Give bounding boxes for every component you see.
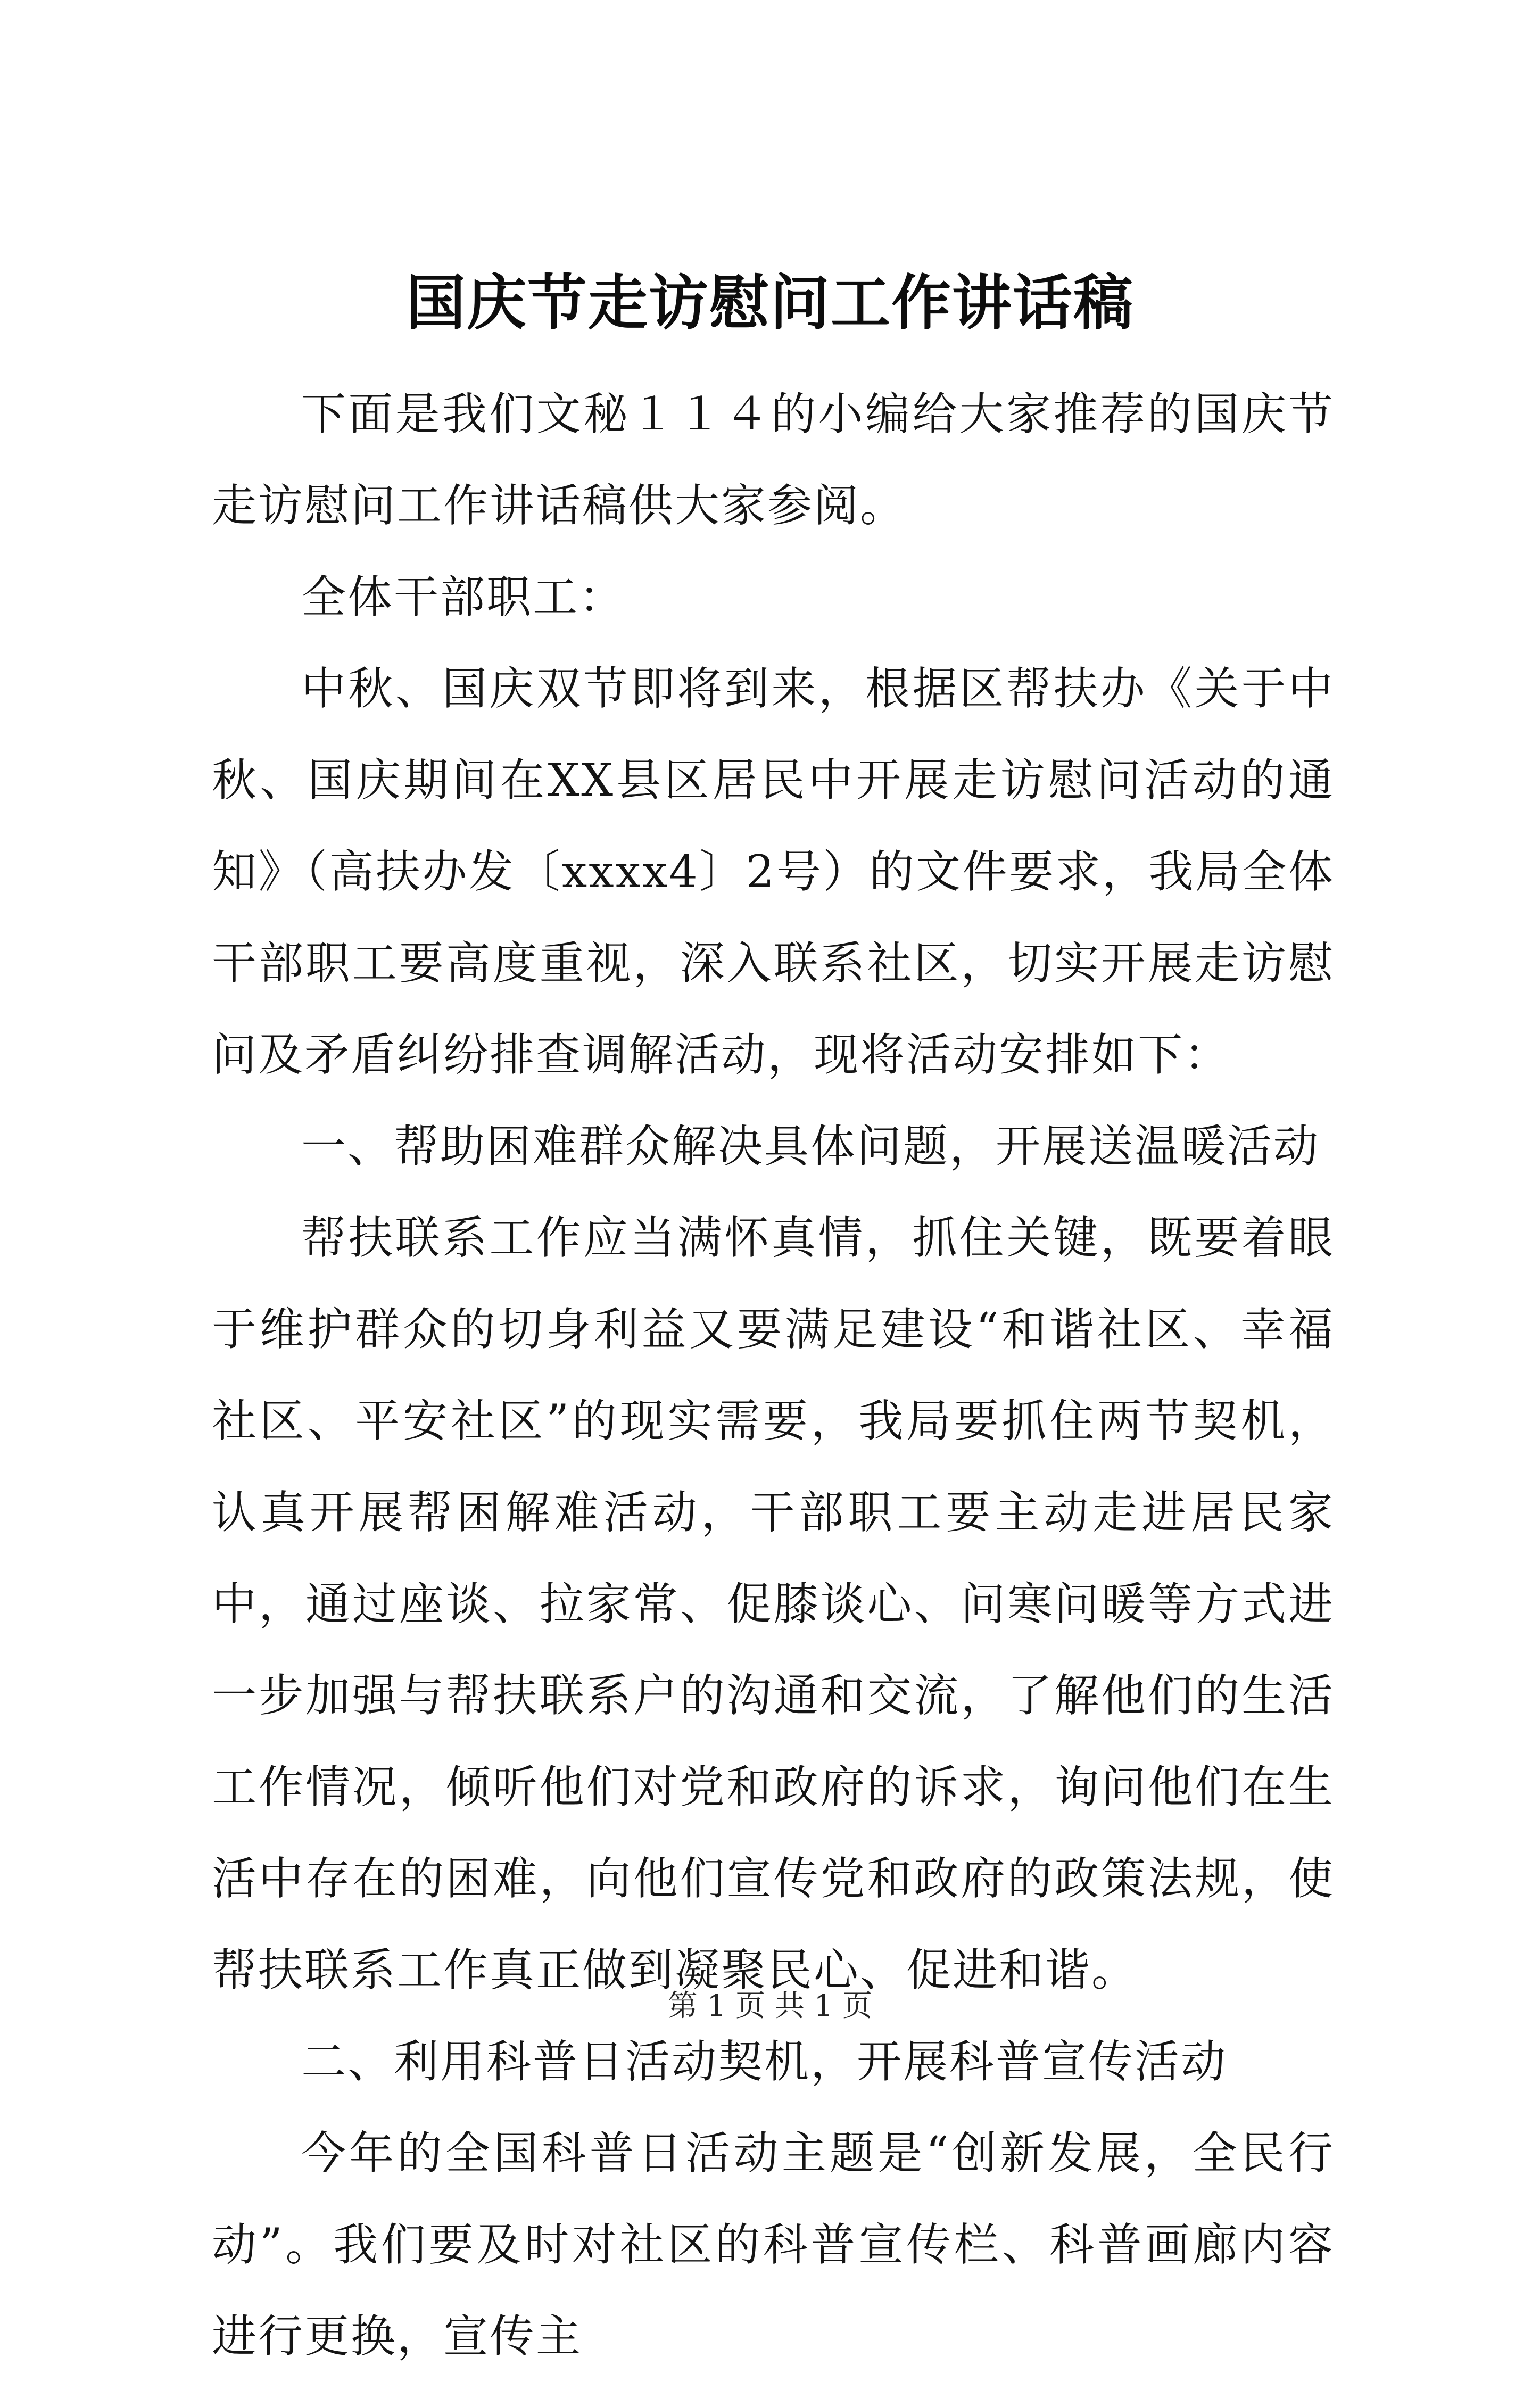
salutation-paragraph: 全体干部职工： [301, 571, 626, 623]
document-title: 国庆节走访慰问工作讲话稿 [406, 268, 1134, 338]
body-paragraph-section-2: 今年的全国科普日活动主题是“创新发展，全民行动”。我们要及时对社区的科普宣传栏、科普画廊内容进行更换，宣传主 [212, 2127, 1335, 2362]
section-heading-2: 二、利用科普日活动契机，开展科普宣传活动 [301, 2036, 1228, 2088]
body-paragraph-notice: 中秋、国庆双节即将到来，根据区帮扶办《关于中秋、国庆期间在XX县区居民中开展走访慰问活动的通知》（高扶办发〔xxxx4〕2号）的文件要求，我局全体干部职工要高度重视，深入联系社区，切实开展走访慰问及矛盾纠纷排查调解活动，现将活动安排如下： [212, 663, 1335, 1081]
body-paragraph-section-1: 帮扶联系工作应当满怀真情，抓住关键，既要着眼于维护群众的切身利益又要满足建设“和谐社区、幸福社区、平安社区”的现实需要，我局要抓住两节契机，认真开展帮困解难活动，干部职工要主动走进居民家中，通过座谈、拉家常、促膝谈心、问寒问暖等方式进一步加强与帮扶联系户的沟通和交流，了解他们的生活工作情况，倾听他们对党和政府的诉求，询问他们在生活中存在的困难，向他们宣传党和政府的政策法规，使帮扶联系工作真正做到凝聚民心、促进和谐。 [212, 1212, 1335, 1996]
intro-paragraph: 下面是我们文秘１１４的小编给大家推荐的国庆节走访慰问工作讲话稿供大家参阅。 [212, 388, 1335, 532]
page-number-footer: 第 1 页 共 1 页 [667, 1989, 873, 2023]
document-body [212, 368, 1335, 2382]
section-heading-1: 一、帮助困难群众解决具体问题，开展送温暖活动 [301, 1120, 1320, 1172]
